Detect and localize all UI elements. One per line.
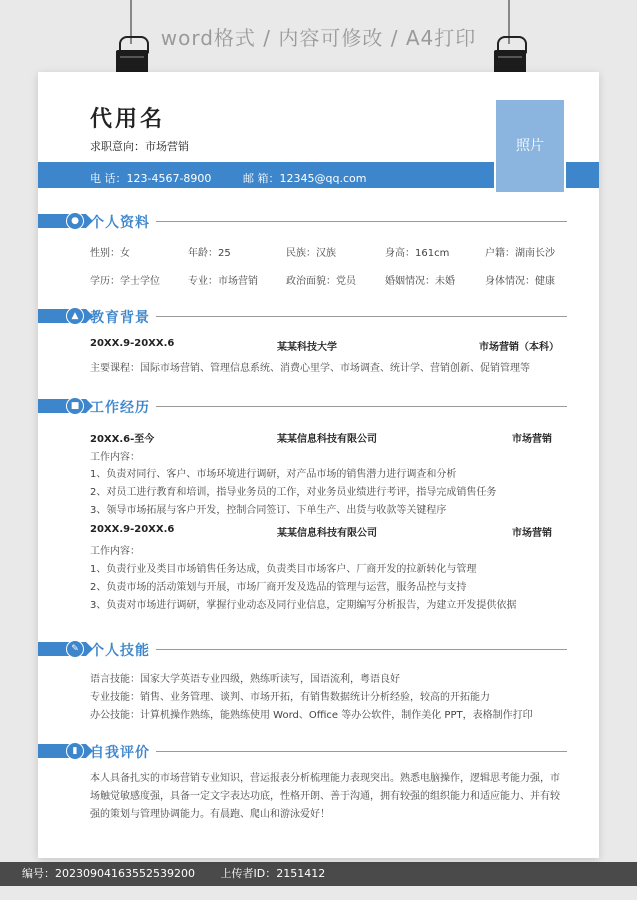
job2-item: 3、负责对市场进行调研，掌握行业动态及同行业信息，定期编写分析报告，为建立开发提供依据: [90, 600, 517, 611]
person-icon: ●: [66, 212, 84, 230]
phone-text: 电 话：123-4567-8900: [90, 172, 212, 185]
marital: 婚姻情况：未婚: [385, 276, 455, 287]
briefcase-icon: ■: [66, 397, 84, 415]
section-title: 自我评价: [90, 745, 150, 761]
section-title: 教育背景: [90, 310, 150, 326]
job-intent: 求职意向：市场营销: [90, 140, 189, 153]
section-title: 个人技能: [90, 643, 150, 659]
job2-item: 1、负责行业及类目市场销售任务达成，负责类目市场客户、厂商开发的拉新转化与管理: [90, 564, 477, 575]
job2-item: 2、负责市场的活动策划与开展，市场厂商开发及选品的管理与运营，服务品控与支持: [90, 582, 467, 593]
age: 年龄：25: [188, 248, 231, 259]
health: 身体情况：健康: [485, 276, 555, 287]
skill-language: 语言技能：国家大学英语专业四级，熟练听读写，国语流利，粤语良好: [90, 674, 400, 685]
self-eval-text: 本人具备扎实的市场营销专业知识，营运报表分析梳理能力表现突出。熟悉电脑操作，逻辑思考能力强，市场触觉敏感度强，具备一定文字表达功底，性格开朗、善于沟通，拥有较强的组织能力和适应能力、并有较强的策划与管理协调能力。有晨跑、爬山和游泳爱好！: [90, 773, 560, 820]
skill-professional: 专业技能：销售、业务管理、谈判、市场开拓，有销售数据统计分析经验，较高的开拓能力: [90, 692, 490, 703]
job1-role: 市场营销: [512, 434, 552, 445]
job1-label: 工作内容：: [90, 452, 140, 463]
job2-period: 20XX.9-20XX.6: [90, 524, 175, 535]
job1-item: 3、领导市场拓展与客户开发，控制合同签订、下单生产、出货与收款等关键程序: [90, 505, 447, 516]
footer-uploader: 上传者ID：2151412: [220, 867, 326, 880]
footer-bar: [0, 862, 637, 886]
candidate-name: 代用名: [90, 107, 166, 132]
job1-company: 某某信息科技有限公司: [277, 434, 377, 445]
major: 专业：市场营销: [188, 276, 258, 287]
job1-item: 1、负责对同行、客户、市场环境进行调研，对产品市场的销售潜力进行调查和分析: [90, 469, 457, 480]
height: 身高：161cm: [385, 248, 450, 259]
ethnicity: 民族：汉族: [286, 248, 336, 259]
footer-code: 编号：20230904163552539200: [22, 867, 195, 880]
section-title: 工作经历: [90, 400, 150, 416]
pencil-icon: ✎: [66, 640, 84, 658]
job2-label: 工作内容：: [90, 546, 140, 557]
skill-office: 办公技能：计算机操作熟练，能熟练使用 Word、Office 等办公软件，制作美化 PPT，表格制作打印: [90, 710, 533, 721]
edu-courses: 主要课程：国际市场营销、管理信息系统、消费心里学、市场调查、统计学、营销创新、促销管理等: [90, 363, 530, 374]
job2-role: 市场营销: [512, 528, 552, 539]
edu-school: 某某科技大学: [277, 342, 337, 353]
resume-page: [38, 72, 599, 858]
job1-period: 20XX.6-至今: [90, 434, 155, 445]
edu-period: 20XX.9-20XX.6: [90, 338, 175, 349]
job2-company: 某某信息科技有限公司: [277, 528, 377, 539]
photo-placeholder: 照片: [494, 98, 566, 194]
banner-text: word格式 / 内容可修改 / A4打印: [160, 26, 477, 50]
job1-item: 2、对员工进行教育和培训，指导业务员的工作，对业务员业绩进行考评，指导完成销售任务: [90, 487, 497, 498]
section-self-eval: [38, 742, 567, 760]
hometown: 户籍：湖南长沙: [485, 248, 555, 259]
section-personal: [38, 212, 567, 230]
section-education: [38, 307, 567, 325]
email-text: 邮 箱：12345@qq.com: [243, 172, 367, 185]
edu-major: 市场营销（本科）: [479, 342, 559, 353]
chart-icon: ▮: [66, 742, 84, 760]
politics: 政治面貌：党员: [286, 276, 356, 287]
section-skills: [38, 640, 567, 658]
section-work: [38, 397, 567, 415]
graduation-cap-icon: ▲: [66, 307, 84, 325]
degree: 学历：学士学位: [90, 276, 160, 287]
gender: 性别：女: [90, 248, 130, 259]
section-title: 个人资料: [90, 215, 150, 231]
